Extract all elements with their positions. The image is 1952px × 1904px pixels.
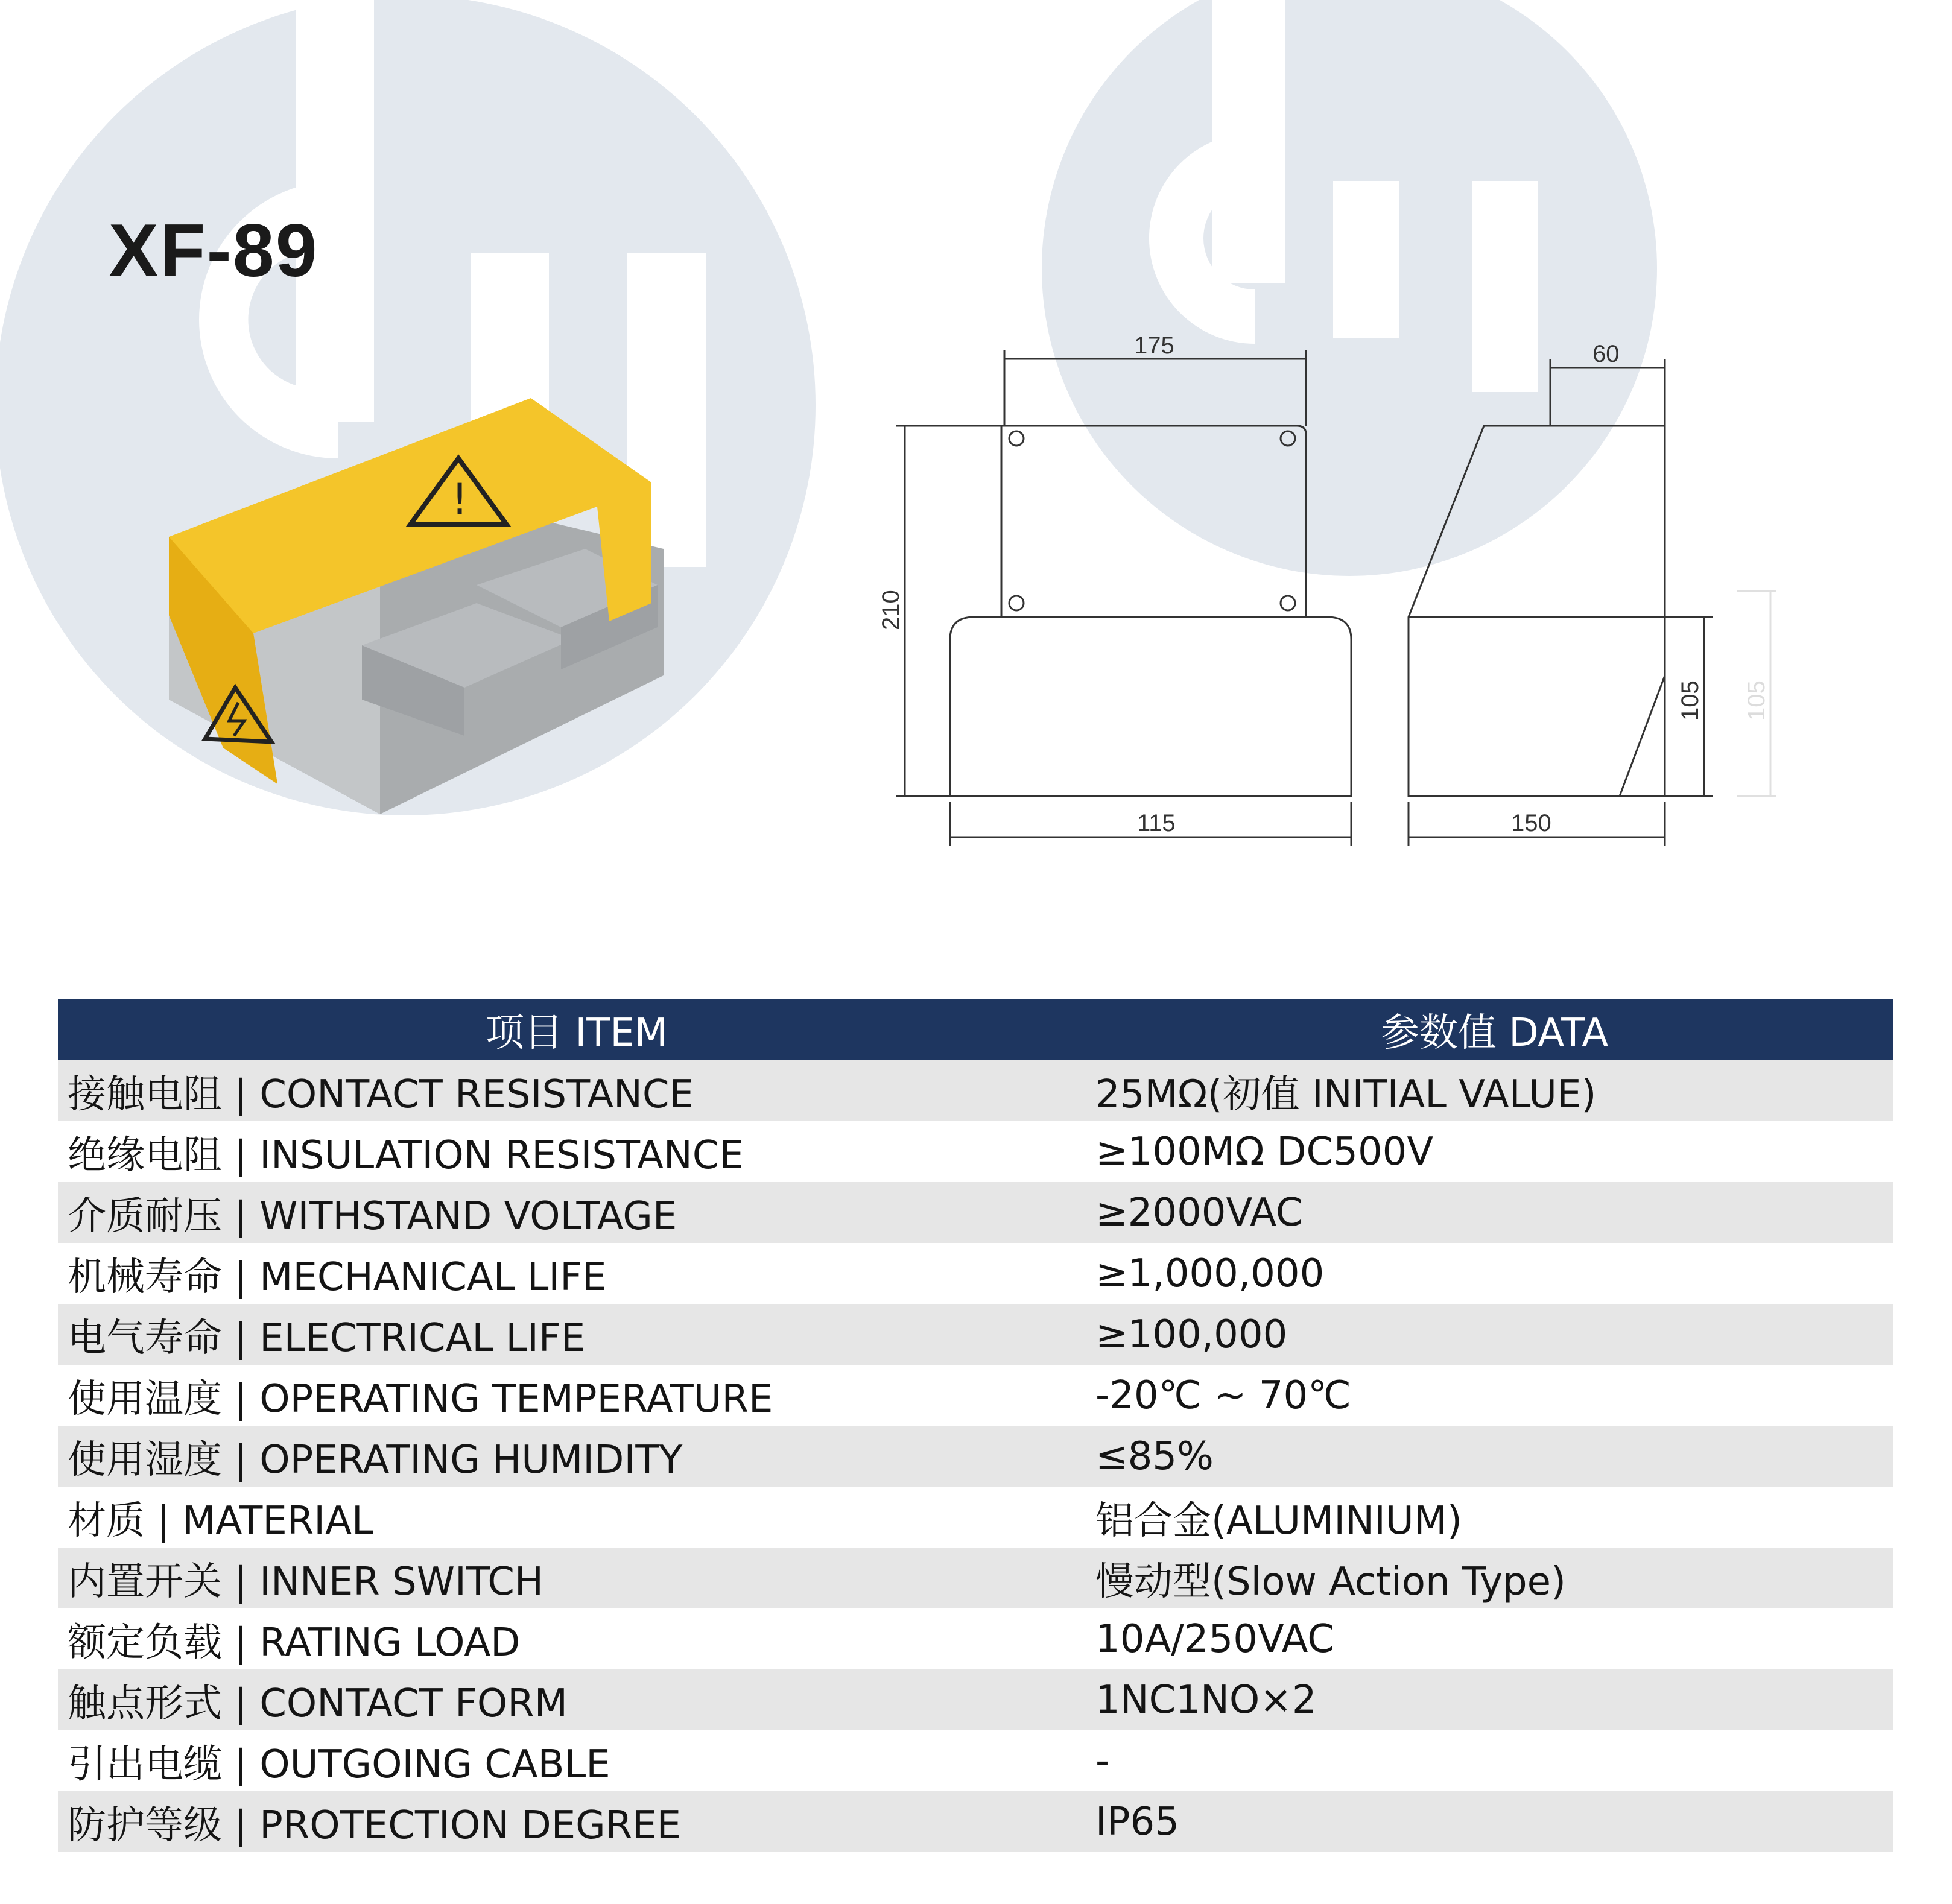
row-data: -20℃ ~ 70℃ xyxy=(1095,1365,1893,1426)
row-item: 介质耐压 | WITHSTAND VOLTAGE xyxy=(58,1182,1095,1243)
row-item: 机械寿命 | MECHANICAL LIFE xyxy=(58,1243,1095,1304)
row-data: ≥2000VAC xyxy=(1095,1182,1893,1243)
row-item: 使用湿度 | OPERATING HUMIDITY xyxy=(58,1426,1095,1487)
dim-150: 150 xyxy=(1511,810,1551,837)
table-row xyxy=(58,1243,1893,1304)
row-item: 接触电阻 | CONTACT RESISTANCE xyxy=(58,1060,1095,1121)
dim-105: 105 xyxy=(1677,680,1703,721)
row-data: ≤85% xyxy=(1095,1426,1893,1487)
table-header-row xyxy=(58,999,1893,1060)
spec-table xyxy=(58,999,1893,1852)
row-data: ≥100,000 xyxy=(1095,1304,1893,1365)
table-row xyxy=(58,1548,1893,1608)
row-item: 引出电缆 | OUTGOING CABLE xyxy=(58,1730,1095,1791)
row-data: 铝合金(ALUMINIUM) xyxy=(1095,1487,1893,1548)
dim-210: 210 xyxy=(878,590,904,630)
table-row xyxy=(58,1608,1893,1669)
row-data: 10A/250VAC xyxy=(1095,1608,1893,1669)
table-row xyxy=(58,1121,1893,1182)
row-item: 绝缘电阻 | INSULATION RESISTANCE xyxy=(58,1121,1095,1182)
row-data: ≥1,000,000 xyxy=(1095,1243,1893,1304)
dim-105-ghost: 105 xyxy=(1743,680,1770,721)
table-row xyxy=(58,1669,1893,1730)
table-row xyxy=(58,1182,1893,1243)
row-item: 电气寿命 | ELECTRICAL LIFE xyxy=(58,1304,1095,1365)
row-item: 内置开关 | INNER SWITCH xyxy=(58,1548,1095,1608)
row-item: 触点形式 | CONTACT FORM xyxy=(58,1669,1095,1730)
dimension-drawing xyxy=(869,326,1810,856)
table-row xyxy=(58,1060,1893,1121)
row-item: 防护等级 | PROTECTION DEGREE xyxy=(58,1791,1095,1852)
row-data: ≥100MΩ DC500V xyxy=(1095,1121,1893,1182)
row-item: 使用温度 | OPERATING TEMPERATURE xyxy=(58,1365,1095,1426)
row-data: - xyxy=(1095,1730,1893,1791)
header-data: 参数值 DATA xyxy=(1095,999,1893,1060)
svg-text:!: ! xyxy=(451,475,469,524)
row-item: 额定负载 | RATING LOAD xyxy=(58,1608,1095,1669)
table-row xyxy=(58,1304,1893,1365)
table-row xyxy=(58,1426,1893,1487)
table-row xyxy=(58,1487,1893,1548)
row-data: 25MΩ(初值 INITIAL VALUE) xyxy=(1095,1060,1893,1121)
dim-60: 60 xyxy=(1592,341,1620,367)
foot-pedal-image xyxy=(163,386,682,820)
dim-175: 175 xyxy=(1134,332,1174,359)
table-row xyxy=(58,1791,1893,1852)
dim-115: 115 xyxy=(1137,810,1176,837)
row-item: 材质 | MATERIAL xyxy=(58,1487,1095,1548)
row-data: 慢动型(Slow Action Type) xyxy=(1095,1548,1893,1608)
table-row xyxy=(58,1730,1893,1791)
row-data: IP65 xyxy=(1095,1791,1893,1852)
row-data: 1NC1NO×2 xyxy=(1095,1669,1893,1730)
product-title: XF-89 xyxy=(109,209,318,293)
table-row xyxy=(58,1365,1893,1426)
header-item: 项目 ITEM xyxy=(58,999,1095,1060)
